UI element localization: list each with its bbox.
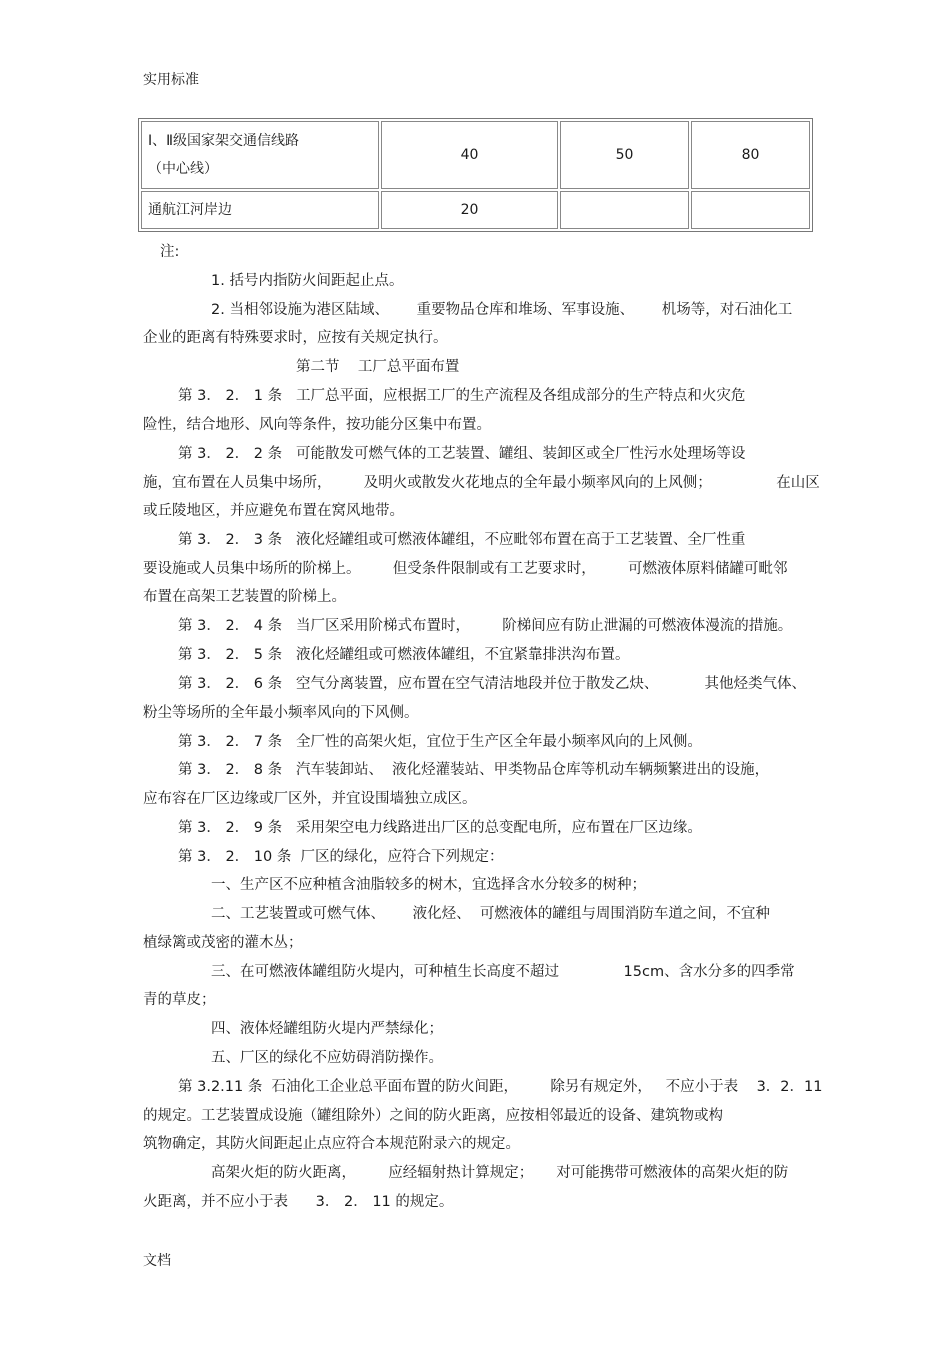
clause-line: 第 3． 2． 2 条 可能散发可燃气体的工艺装置、罐组、装卸区或全厂性污水处理场等设 — [178, 446, 746, 462]
clause-line: 第 3.2.11 条 石油化工企业总平面布置的防火间距， 除另有规定外， 不应小于表 3．2．11 — [178, 1079, 823, 1095]
clause-line: 第 3． 2． 5 条 液化烃罐组或可燃液体罐组，不宜紧靠排洪沟布置。 — [178, 647, 630, 663]
clause-line: 第 3． 2． 9 条 采用架空电力线路进出厂区的总变配电所，应布置在厂区边缘。 — [178, 820, 702, 836]
text-line: 施，宜布置在人员集中场所， 及明火或散发火花地点的全年最小频率风向的上风侧； 在山区 — [143, 475, 820, 491]
table-cell: 80 — [691, 121, 810, 189]
distance-table — [138, 118, 813, 232]
clause-line: 第 3． 2． 1 条 工厂总平面，应根据工厂的生产流程及各组成部分的生产特点和火灾危 — [178, 388, 746, 404]
page-header: 实用标准 — [143, 72, 199, 88]
text-line: 应布容在厂区边缘或厂区外，并宜设围墙独立成区。 — [143, 791, 477, 807]
text-line: 粉尘等场所的全年最小频率风向的下风侧。 — [143, 705, 419, 721]
table-cell: 20 — [381, 191, 558, 229]
text-line: 险性，结合地形、风向等条件，按功能分区集中布置。 — [143, 417, 491, 433]
clause-line: 第 3． 2． 3 条 液化烃罐组或可燃液体罐组，不应毗邻布置在高于工艺装置、全厂性重 — [178, 532, 746, 548]
table-cell-name — [141, 191, 379, 229]
clause-line: 第 3． 2． 7 条 全厂性的高架火炬，宜位于生产区全年最小频率风向的上风侧。 — [178, 734, 702, 750]
table-cell: 50 — [560, 121, 689, 189]
note-item: 1. 括号内指防火间距起止点。 — [211, 273, 404, 289]
cell-text: 通航江河岸边 — [148, 202, 232, 218]
note-item: 2. 当相邻设施为港区陆域、 重要物品仓库和堆场、军事设施、 机场等，对石油化工 — [211, 302, 793, 318]
table-cell-name — [141, 121, 379, 189]
list-item: 三、在可燃液体罐组防火堤内，可种植生长高度不超过 15cm、含水分多的四季常 — [211, 964, 795, 980]
text-line: 企业的距离有特殊要求时，应按有关规定执行。 — [143, 330, 448, 346]
section-heading: 第二节 工厂总平面布置 — [296, 359, 460, 375]
table-row — [141, 191, 810, 229]
table-cell — [691, 191, 810, 229]
text-line: 或丘陵地区，并应避免布置在窝风地带。 — [143, 503, 404, 519]
list-item: 一、生产区不应种植含油脂较多的树木，宜选择含水分较多的树种； — [211, 877, 646, 893]
clause-line: 第 3． 2． 10 条 厂区的绿化，应符合下列规定： — [178, 849, 504, 865]
cell-text: Ⅰ、Ⅱ级国家架交通信线路 — [148, 133, 300, 149]
text-line: 植绿篱或茂密的灌木丛； — [143, 935, 303, 951]
table-row — [141, 121, 810, 189]
text-line: 布置在高架工艺装置的阶梯上。 — [143, 589, 346, 605]
clause-line: 第 3． 2． 6 条 空气分离装置，应布置在空气清洁地段并位于散发乙炔、 其他烃类气体、 — [178, 676, 807, 692]
text-line: 高架火炬的防火距离， 应经辐射热计算规定； 对可能携带可燃液体的高架火炬的防 — [211, 1165, 789, 1181]
list-item: 二、工艺装置或可燃气体、 液化烃、 可燃液体的罐组与周围消防车道之间，不宜种 — [211, 906, 770, 922]
text-line: 要设施或人员集中场所的阶梯上。 但受条件限制或有工艺要求时， 可燃液体原料储罐可毗邻 — [143, 561, 788, 577]
text-line: 的规定。工艺装置成设施（罐组除外）之间的防火距离，应按相邻最近的设备、建筑物或构 — [143, 1108, 723, 1124]
clause-line: 第 3． 2． 4 条 当厂区采用阶梯式布置时， 阶梯间应有防止泄漏的可燃液体漫流的措施。 — [178, 618, 793, 634]
table-cell: 40 — [381, 121, 558, 189]
note-label: 注: — [160, 244, 180, 260]
clause-line: 第 3． 2． 8 条 汽车装卸站、 液化烃灌装站、甲类物品仓库等机动车辆频繁进出的设施， — [178, 762, 770, 778]
table-cell — [560, 191, 689, 229]
text-line: 火距离，并不应小于表 3． 2． 11 的规定。 — [143, 1194, 454, 1210]
text-line: 筑物确定，其防火间距起止点应符合本规范附录六的规定。 — [143, 1136, 520, 1152]
list-item: 四、液体烃罐组防火堤内严禁绿化； — [211, 1021, 443, 1037]
list-item: 五、厂区的绿化不应妨碍消防操作。 — [211, 1050, 443, 1066]
page-footer: 文档 — [143, 1253, 171, 1269]
text-line: 青的草皮； — [143, 992, 216, 1008]
cell-text: （中心线） — [148, 161, 218, 177]
